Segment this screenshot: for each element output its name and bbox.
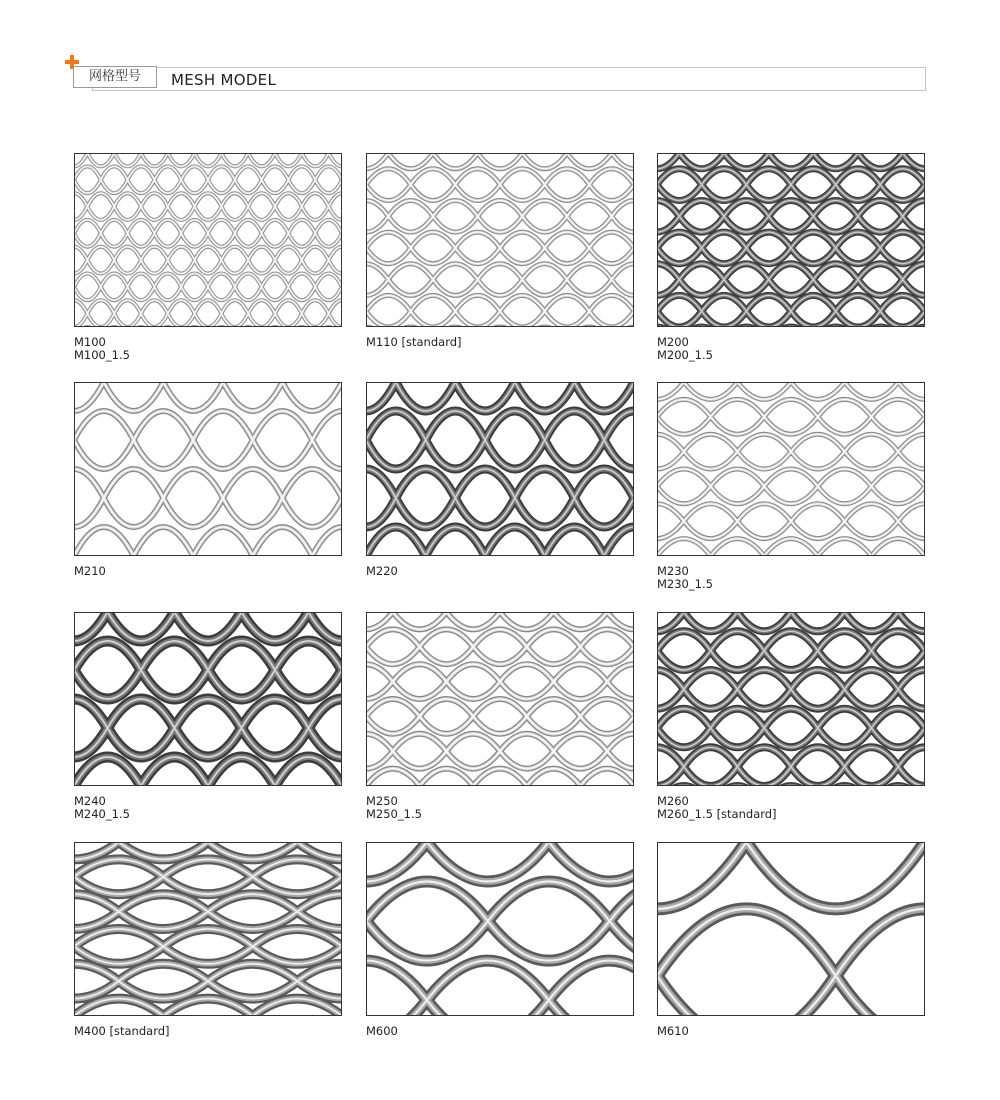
mesh-label	[366, 336, 634, 349]
mesh-pattern-image	[366, 382, 634, 556]
mesh-pattern-image	[657, 842, 925, 1016]
mesh-model-name: M210	[74, 564, 106, 578]
mesh-tile	[657, 842, 925, 1038]
mesh-pattern-image	[74, 612, 342, 786]
mesh-label	[366, 1025, 634, 1038]
mesh-tile	[74, 382, 342, 578]
mesh-pattern-image	[657, 382, 925, 556]
mesh-model-name: M250_1.5	[366, 807, 422, 821]
mesh-label	[366, 795, 634, 821]
mesh-tile	[657, 612, 925, 821]
mesh-model-name: M230	[657, 564, 689, 578]
mesh-model-name: M240	[74, 794, 106, 808]
mesh-model-name: M100_1.5	[74, 348, 130, 362]
mesh-label	[657, 565, 925, 591]
mesh-model-name: M260_1.5 [standard]	[657, 807, 777, 821]
mesh-label	[74, 336, 342, 362]
mesh-model-name: M610	[657, 1024, 689, 1038]
mesh-tile	[74, 842, 342, 1038]
mesh-label	[74, 1025, 342, 1038]
mesh-model-name: M400 [standard]	[74, 1024, 170, 1038]
mesh-pattern-image	[74, 153, 342, 327]
mesh-pattern-image	[366, 153, 634, 327]
mesh-tile	[366, 382, 634, 578]
mesh-label	[657, 336, 925, 362]
mesh-tile	[657, 382, 925, 591]
mesh-tile	[366, 153, 634, 349]
mesh-model-name: M250	[366, 794, 398, 808]
mesh-model-name: M100	[74, 335, 106, 349]
mesh-tile	[74, 153, 342, 362]
mesh-pattern-image	[657, 612, 925, 786]
mesh-model-name: M110 [standard]	[366, 335, 462, 349]
mesh-pattern-image	[74, 382, 342, 556]
mesh-tile	[366, 612, 634, 821]
mesh-model-name: M200	[657, 335, 689, 349]
mesh-label	[366, 565, 634, 578]
mesh-model-name: M230_1.5	[657, 577, 713, 591]
mesh-pattern-image	[74, 842, 342, 1016]
mesh-label	[74, 795, 342, 821]
english-title: MESH MODEL	[171, 71, 277, 89]
mesh-label	[657, 1025, 925, 1038]
mesh-model-name: M200_1.5	[657, 348, 713, 362]
mesh-model-name: M600	[366, 1024, 398, 1038]
mesh-pattern-image	[366, 612, 634, 786]
mesh-model-name: M240_1.5	[74, 807, 130, 821]
mesh-label	[657, 795, 925, 821]
mesh-model-name: M260	[657, 794, 689, 808]
mesh-tile	[657, 153, 925, 362]
mesh-tile	[366, 842, 634, 1038]
section-header	[64, 54, 926, 94]
mesh-model-name: M220	[366, 564, 398, 578]
mesh-pattern-image	[657, 153, 925, 327]
mesh-tile	[74, 612, 342, 821]
mesh-pattern-image	[366, 842, 634, 1016]
chinese-title: 网格型号	[73, 66, 157, 88]
mesh-label	[74, 565, 342, 578]
